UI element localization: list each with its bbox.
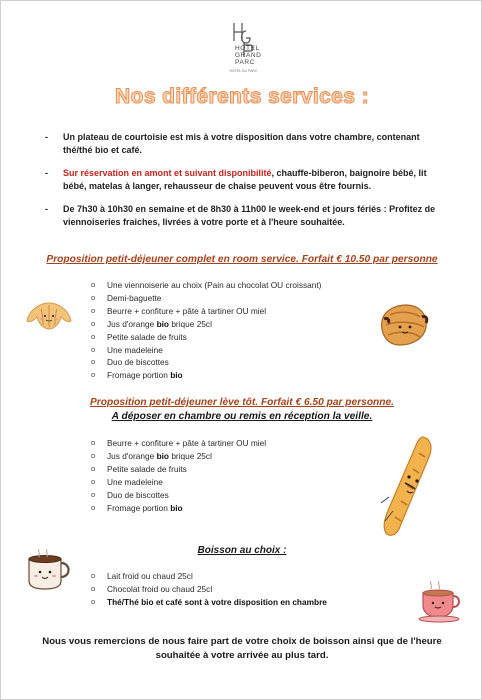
bullet-item: - De 7h30 à 10h30 en semaine et de 8h30 à 11h00 le week-end et jours fériés : Profitez de viennoiseries fraiches, livrées à votre porte et à l'heure souhaitée. — [45, 203, 450, 228]
list-item: o Une madeleine — [91, 344, 321, 357]
breakfast-early-subtitle: A déposer en chambre ou remis en réception la veille. — [111, 411, 373, 422]
list-item: o Fromage portion bio — [91, 369, 321, 382]
list-item: o Thé/Thé bio et café sont à votre disposition en chambre — [91, 596, 327, 609]
croissant-illustration — [23, 299, 75, 339]
logo-name: HOTEL GRAND PARC — [235, 45, 262, 66]
drinks-title: Boisson au choix : — [197, 545, 287, 556]
list-item: o Petite salade de fruits — [91, 331, 321, 344]
list-item: o Demi-baguette — [91, 292, 321, 305]
chocolate-mug-illustration — [21, 547, 77, 591]
breakfast-early-list — [91, 437, 266, 514]
list-item: o Lait froid ou chaud 25cl — [91, 570, 327, 583]
bullet-item: - Un plateau de courtoisie est mis à votre disposition dans votre chambre, contenant thé/thé bio et café. — [45, 131, 450, 156]
logo-tagline: HÔTEL DU PARC — [229, 69, 258, 73]
closing-text: Nous vous remercions de nous faire part de votre choix de boisson ainsi que de l'heure souhaitée à votre arrivée au plus tard. — [42, 636, 442, 661]
page-title: Nos différents services : — [115, 85, 369, 108]
list-item: o Chocolat froid ou chaud 25cl — [91, 583, 327, 596]
list-item: o Une madeleine — [91, 476, 266, 489]
bullet-text: , chauffe-biberon, baignoire bébé, lit bébé, matelas à langer, rehausseur de chaise peuvent vous être fournis. — [63, 168, 427, 191]
bullet-text: De 7h30 à 10h30 en semaine et de 8h30 à 11h00 le week-end et jours fériés : Profitez de viennoiseries fraiches, livrées à votre porte et à l'heure souhaitée. — [63, 204, 436, 227]
hotel-logo — [206, 21, 281, 73]
list-item: o Une viennoiserie au choix (Pain au chocolat OU croissant) — [91, 279, 321, 292]
list-item: o Jus d'orange bio brique 25cl — [91, 450, 266, 463]
list-item: o Duo de biscottes — [91, 489, 266, 502]
baguette-illustration — [379, 431, 439, 541]
list-item: o Jus d'orange bio brique 25cl — [91, 318, 321, 331]
list-item: o Beurre + confiture + pâte à tartiner OU miel — [91, 437, 266, 450]
list-item: o Petite salade de fruits — [91, 463, 266, 476]
list-item: o Duo de biscottes — [91, 356, 321, 369]
breakfast-full-title: Proposition petit-déjeuner complet en room service. Forfait € 10.50 par personne — [46, 254, 438, 265]
services-bullets — [45, 131, 450, 239]
breakfast-early-title: Proposition petit-déjeuner lève tôt. Forfait € 6.50 par personne. — [90, 397, 394, 408]
list-item: o Beurre + confiture + pâte à tartiner OU miel — [91, 305, 321, 318]
tea-cup-illustration — [417, 577, 465, 625]
list-item: o Fromage portion bio — [91, 502, 266, 515]
drinks-list — [91, 570, 327, 609]
bullet-text: Un plateau de courtoisie est mis à votre disposition dans votre chambre, contenant thé/thé bio et café. — [63, 132, 420, 155]
pain-au-chocolat-illustration — [376, 301, 432, 349]
bullet-item: - Sur réservation en amont et suivant disponibilité, chauffe-biberon, baignoire bébé, lit bébé, matelas à langer, rehausseur de chaise peuvent vous être fournis. — [45, 168, 427, 191]
bullet-highlight: Sur réservation en amont et suivant disponibilité — [63, 168, 272, 178]
breakfast-full-list — [91, 279, 321, 382]
